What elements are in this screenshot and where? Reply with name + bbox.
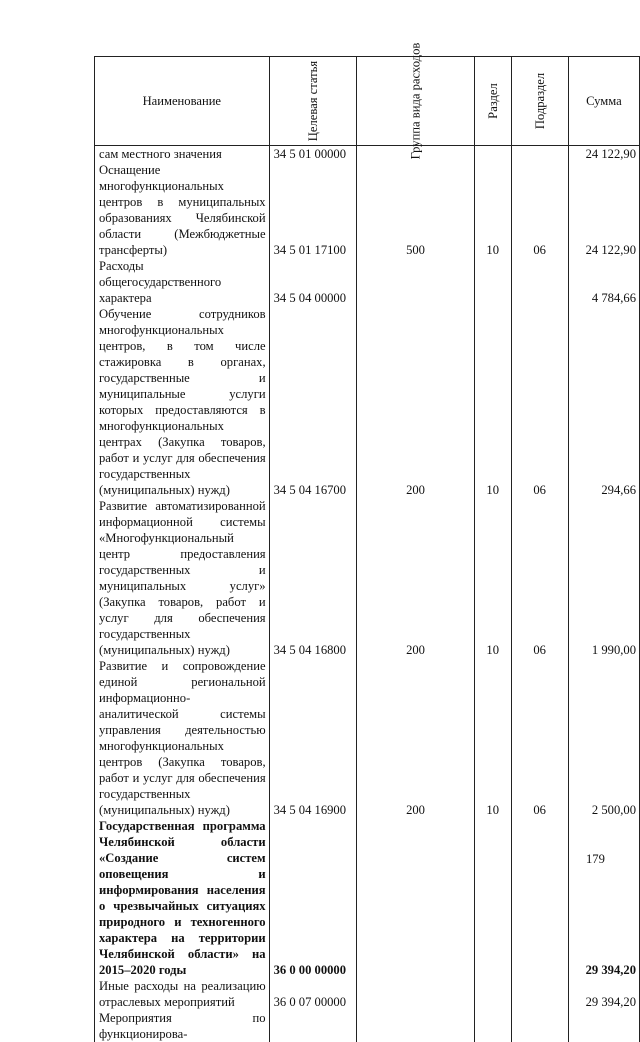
cell-target-article: 34 5 04 16800 (269, 498, 357, 658)
cell-subsection (511, 1010, 568, 1042)
cell-name: Государственная программа Челябинской области «Создание систем оповещения и информирования населения о чрезвычайных ситуациях природного и техногенного характера на территории Челябинской области» на 2015–2020 годы (95, 818, 270, 978)
cell-name: Оснащение многофункциональных центров в муниципальных образованиях Челябинской области (Межбюджетные трансферты) (95, 162, 270, 258)
cell-sum: 24 122,90 (568, 146, 639, 163)
cell-sum: 4 784,66 (568, 258, 639, 306)
cell-sum: 24 122,90 (568, 162, 639, 258)
cell-subsection: 06 (511, 658, 568, 818)
cell-subsection (511, 258, 568, 306)
table-row (95, 978, 640, 1010)
cell-expense-group: 200 (357, 658, 475, 818)
header-subsection: Подраздел (511, 57, 568, 146)
header-target-article: Целевая статья (269, 57, 357, 146)
table-row (95, 818, 640, 978)
cell-expense-group (357, 818, 475, 978)
cell-expense-group (357, 978, 475, 1010)
cell-expense-group: 200 (357, 306, 475, 498)
budget-table (94, 56, 640, 1042)
table-row (95, 498, 640, 658)
cell-expense-group (357, 1010, 475, 1042)
cell-name: Расходы общегосударственного характера (95, 258, 270, 306)
cell-section: 10 (474, 498, 511, 658)
cell-sum: 2 500,00 (568, 658, 639, 818)
table-row (95, 1010, 640, 1042)
cell-sum: 29 394,20 (568, 978, 639, 1010)
header-expense-group: Группа вида расходов (357, 57, 475, 146)
cell-expense-group: 200 (357, 498, 475, 658)
cell-sum: 1 990,00 (568, 498, 639, 658)
header-section: Раздел (474, 57, 511, 146)
table-row (95, 162, 640, 258)
cell-sum: 29 394,20 (568, 818, 639, 978)
cell-name: Иные расходы на реализацию отраслевых мероприятий (95, 978, 270, 1010)
cell-expense-group (357, 258, 475, 306)
cell-name: Мероприятия по функционирова- (95, 1010, 270, 1042)
cell-subsection: 06 (511, 306, 568, 498)
cell-sum (568, 1010, 639, 1042)
cell-subsection: 06 (511, 162, 568, 258)
cell-target-article (269, 1010, 357, 1042)
cell-section (474, 818, 511, 978)
cell-name: сам местного значения (95, 146, 270, 163)
cell-name: Развитие автоматизированной информационной системы «Многофункциональный центр предоставления государственных и муниципальных услуг» (Закупка товаров, работ и услуг для обеспечения государственных (муниципальных) нужд) (95, 498, 270, 658)
header-name: Наименование (95, 57, 270, 146)
cell-subsection: 06 (511, 498, 568, 658)
cell-target-article: 34 5 04 16900 (269, 658, 357, 818)
table-header-row (95, 57, 640, 146)
cell-sum: 294,66 (568, 306, 639, 498)
cell-subsection (511, 146, 568, 163)
table-body (95, 146, 640, 1042)
table-row (95, 146, 640, 163)
cell-target-article: 34 5 04 00000 (269, 258, 357, 306)
cell-target-article: 36 0 07 00000 (269, 978, 357, 1010)
page-number: 179 (586, 852, 605, 867)
cell-section (474, 146, 511, 163)
cell-section: 10 (474, 306, 511, 498)
cell-section (474, 258, 511, 306)
cell-target-article: 34 5 01 17100 (269, 162, 357, 258)
cell-subsection (511, 978, 568, 1010)
cell-target-article: 36 0 00 00000 (269, 818, 357, 978)
table-row (95, 258, 640, 306)
cell-target-article: 34 5 04 16700 (269, 306, 357, 498)
cell-name: Развитие и сопровождение единой региональной информационно-аналитической системы управления деятельностью многофункциональных центров (Закупка товаров, работ и услуг для обеспечения государственных (муниципальных) нужд) (95, 658, 270, 818)
cell-section (474, 978, 511, 1010)
table-row (95, 658, 640, 818)
cell-expense-group: 500 (357, 162, 475, 258)
cell-section: 10 (474, 162, 511, 258)
header-sum: Сумма (568, 57, 639, 146)
cell-section: 10 (474, 658, 511, 818)
cell-section (474, 1010, 511, 1042)
cell-name: Обучение сотрудников многофункциональных центров, в том числе стажировка в органах, государственные и муниципальные услуги которых предоставляются в многофункциональных центрах (Закупка товаров, работ и услуг для обеспечения государственных (муниципальных) нужд) (95, 306, 270, 498)
table-row (95, 306, 640, 498)
cell-subsection (511, 818, 568, 978)
cell-target-article: 34 5 01 00000 (269, 146, 357, 163)
